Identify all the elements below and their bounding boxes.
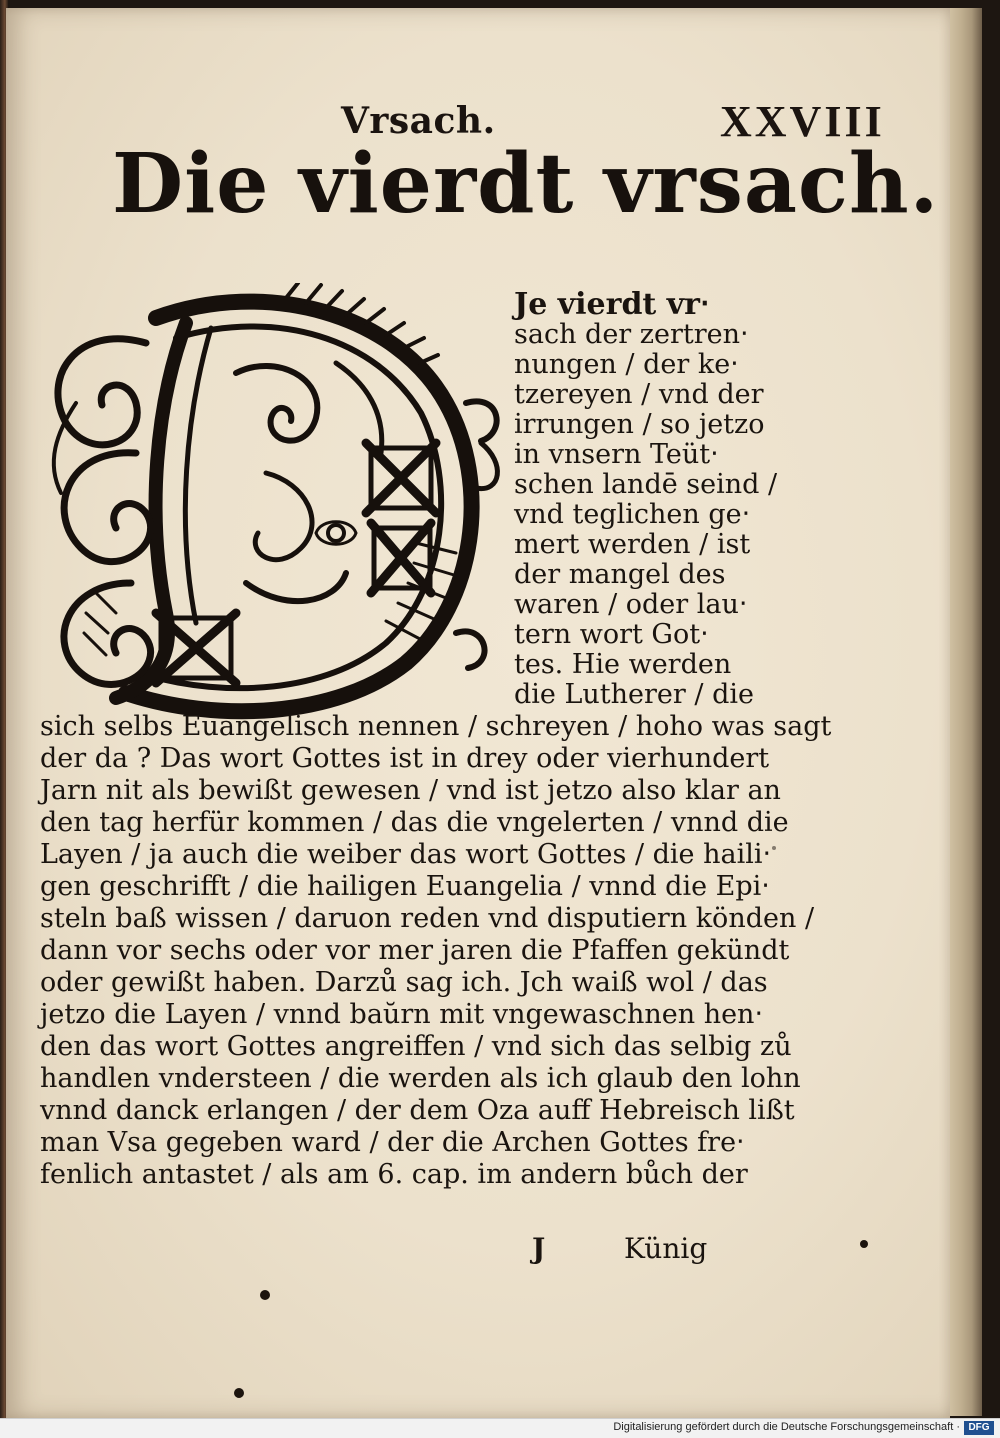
text-line: dann vor sechs oder vor mer jaren die Pfaffen gekündt — [40, 935, 790, 966]
text-line: handlen vndersteen / die werden als ich glaub den lohn — [40, 1063, 801, 1094]
text-line: Jarn nit als bewißt gewesen / vnd ist jetzo also klar an — [40, 775, 781, 806]
page-stack-edge — [948, 8, 982, 1416]
digitization-footer — [0, 1418, 1000, 1438]
text-line: der da ? Das wort Gottes ist in drey oder vierhundert — [40, 743, 770, 774]
text-line: irrungen / so jetzo — [514, 409, 765, 440]
text-line: vnnd danck erlangen / der dem Oza auff Hebreisch lißt — [40, 1095, 795, 1126]
ink-spot — [772, 846, 776, 850]
text-line: gen geschrifft / die hailigen Euangelia / vnnd die Epi‧ — [40, 871, 770, 902]
ink-spot — [234, 1388, 244, 1398]
text-line: den tag herfür kommen / das die vngelerten / vnnd die — [40, 807, 789, 838]
text-line: die Lutherer / die — [514, 679, 754, 710]
text-line: fenlich antastet / als am 6. cap. im andern bůch der — [40, 1159, 748, 1190]
text-line: Layen / ja auch die weiber das wort Gottes / die haili‧ — [40, 839, 772, 870]
text-line: in vnsern Teüt‧ — [514, 439, 719, 470]
text-line: den das wort Gottes angreiffen / vnd sich das selbig zů — [40, 1031, 792, 1062]
footer-credit: Digitalisierung gefördert durch die Deutsche Forschungsgemeinschaft · — [613, 1421, 960, 1433]
text-line: tzereyen / vnd der — [514, 379, 764, 410]
text-line: tes. Hie werden — [514, 649, 732, 680]
chapter-title: Die vierdt vrsach. — [112, 136, 940, 232]
book-page — [6, 8, 950, 1418]
text-line: schen landē seind / — [514, 469, 778, 500]
text-line: waren / oder lau‧ — [514, 589, 748, 620]
text-line: tern wort Got‧ — [514, 619, 709, 650]
decorated-initial-d-woodcut — [36, 283, 501, 723]
catchword: Künig — [624, 1232, 708, 1265]
text-line: steln baß wissen / daruon reden vnd disputiern könden / — [40, 903, 815, 934]
text-line: nungen / der ke‧ — [514, 349, 739, 380]
text-line: mert werden / ist — [514, 529, 751, 560]
text-line: oder gewißt haben. Darzů sag ich. Jch waiß wol / das — [40, 967, 768, 998]
text-line: man Vsa gegeben ward / der die Archen Gottes fre‧ — [40, 1127, 745, 1158]
folio-number: XXVIII — [720, 97, 885, 146]
catchline — [6, 1232, 950, 1272]
dfg-logo: DFG — [964, 1421, 994, 1435]
signature-mark: J — [532, 1232, 546, 1265]
running-head-title: Vrsach. — [341, 100, 496, 142]
text-line: Je vierdt vr‧ — [514, 287, 710, 322]
ink-spot — [260, 1290, 270, 1300]
text-line: der mangel des — [514, 559, 726, 590]
ink-spot — [860, 1240, 868, 1248]
text-line: jetzo die Layen / vnnd baŭrn mit vngewaschnen hen‧ — [40, 999, 764, 1030]
text-line: sich selbs Euangelisch nennen / schreyen / hoho was sagt — [40, 711, 832, 742]
text-line: vnd teglichen ge‧ — [514, 499, 751, 530]
text-line: sach der zertren‧ — [514, 319, 749, 350]
